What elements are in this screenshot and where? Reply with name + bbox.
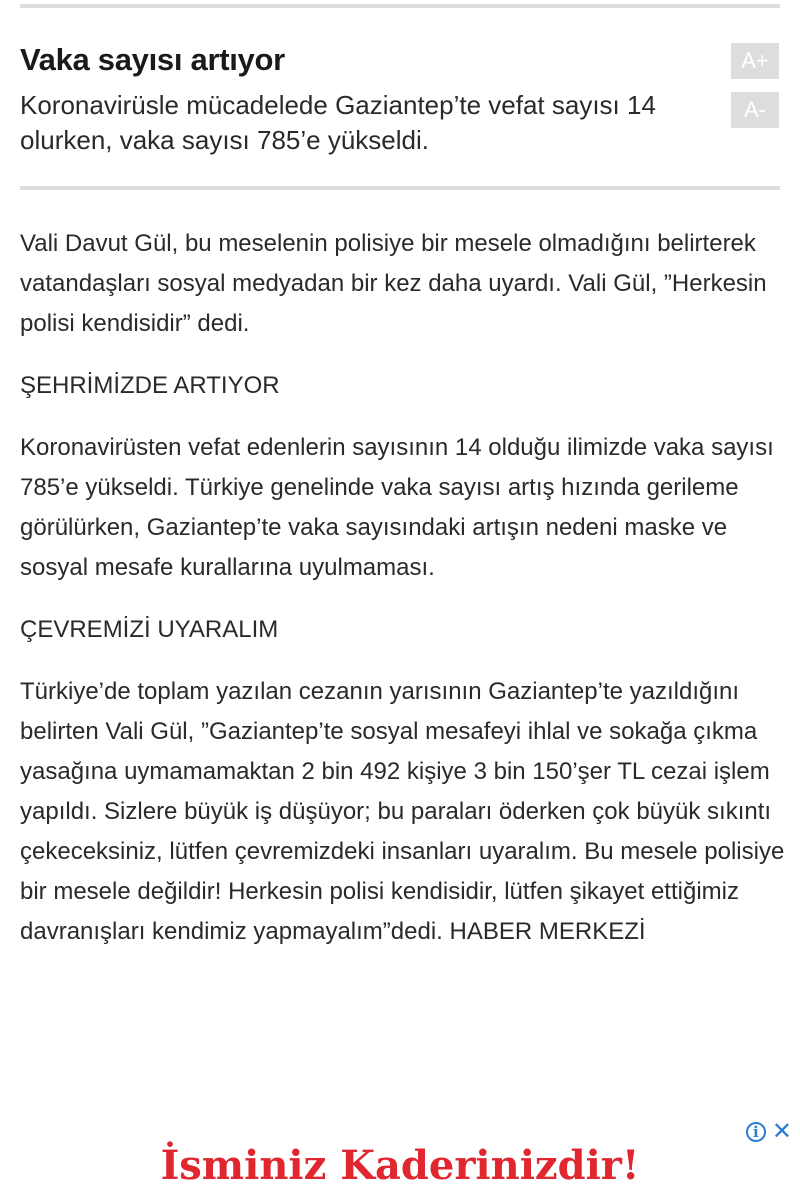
- ad-info-icon[interactable]: i: [746, 1122, 766, 1142]
- section-heading: ÇEVREMİZİ UYARALIM: [20, 616, 279, 643]
- header-divider: [20, 186, 780, 190]
- article-paragraph: Vali Davut Gül, bu meselenin polisiye bir mesele olmadığını belirterek vatandaşları sosyal medyadan bir kez daha uyardı. Vali Gül, ”Herkesin polisi kendisidir” dedi.: [20, 230, 767, 337]
- article-title: Vaka sayısı artıyor: [20, 42, 285, 77]
- article-body: [20, 224, 790, 974]
- section-heading: ŞEHRİMİZDE ARTIYOR: [20, 372, 280, 399]
- font-decrease-button[interactable]: A-: [731, 92, 779, 128]
- ad-banner-text[interactable]: İsminiz Kaderinizdir!: [160, 1142, 640, 1189]
- ad-close-icon[interactable]: ✕: [771, 1118, 792, 1145]
- article-paragraph: Türkiye’de toplam yazılan cezanın yarısının Gaziantep’te yazıldığını belirten Vali Gül, ”Gaziantep’te sosyal mesafeyi ihlal ve sokağa çıkma yasağına uymamamaktan 2 bin 492 kişiye 3 bin 150’şer TL cezai işlem yapıldı. Sizlere büyük iş düşüyor; bu paraları öderken çok büyük sıkıntı çekeceksiniz, lütfen çevremizdeki insanları uyaralım. Bu mesele polisiye bir mesele değildir! Herkesin polisi kendisidir, lütfen şikayet ettiğimiz davranışları kendimiz yapmayalım”dedi. HABER MERKEZİ: [20, 678, 785, 945]
- ad-controls: [746, 1118, 792, 1145]
- top-divider: [20, 4, 780, 8]
- article-subtitle: Koronavirüsle mücadelede Gaziantep’te vefat sayısı 14 olurken, vaka sayısı 785’e yükseldi.: [20, 90, 656, 155]
- font-increase-button[interactable]: A+: [731, 43, 779, 79]
- article-paragraph: Koronavirüsten vefat edenlerin sayısının 14 olduğu ilimizde vaka sayısı 785’e yükseldi. Türkiye genelinde vaka sayısı artış hızında gerileme görülürken, Gaziantep’te vaka sayısındaki artışın nedeni maske ve sosyal mesafe kurallarına uyulmaması.: [20, 434, 774, 581]
